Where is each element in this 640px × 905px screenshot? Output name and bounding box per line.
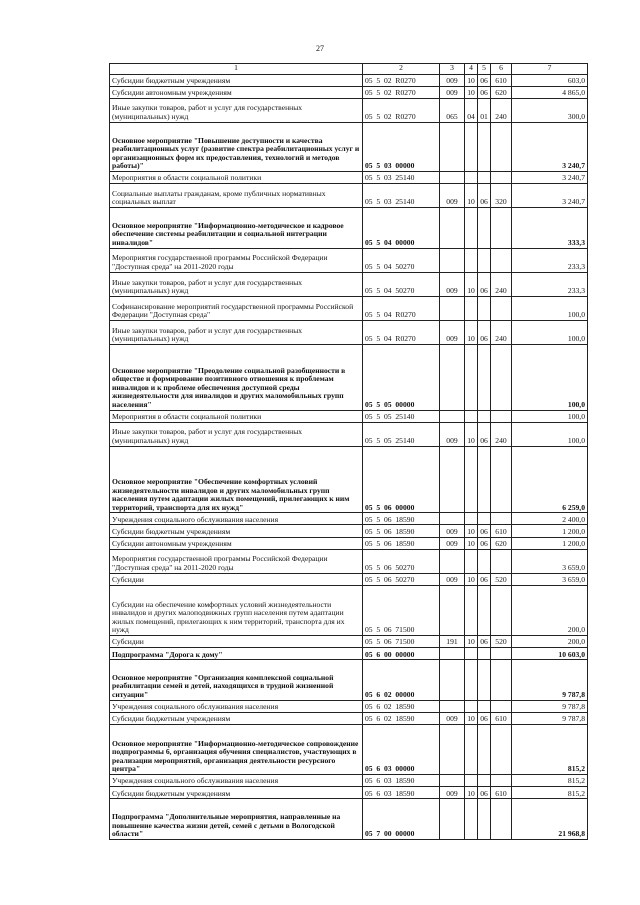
row-gr-cell: 009 [440,320,465,344]
row-pr-cell [478,410,491,422]
row-gr-cell [440,799,465,840]
row-code-cell: 05 6 02 00000 [363,660,440,701]
row-pr-cell [478,660,491,701]
table-row [110,248,588,272]
col-header-name: 1 [110,64,363,75]
table-row [110,272,588,296]
row-name-cell: Субсидии [110,573,363,585]
col-header-pr: 5 [478,64,491,75]
table-row [110,344,588,410]
row-vr-cell [491,122,512,171]
row-name-cell: Иные закупки товаров, работ и услуг для государственных (муниципальных) нужд [110,320,363,344]
row-vr-cell [491,344,512,410]
row-pr-cell: 06 [478,74,491,86]
row-sum-cell: 100,0 [512,320,588,344]
row-sum-cell: 200,0 [512,585,588,635]
row-gr-cell [440,585,465,635]
row-rz-cell [465,248,478,272]
table-row [110,787,588,799]
row-rz-cell: 10 [465,74,478,86]
row-vr-cell: 610 [491,525,512,537]
table-body [110,64,588,840]
row-pr-cell: 06 [478,422,491,446]
row-code-cell: 05 5 02 R0270 [363,74,440,86]
row-vr-cell [491,296,512,320]
row-pr-cell: 06 [478,787,491,799]
row-gr-cell [440,122,465,171]
row-code-cell: 05 5 04 00000 [363,208,440,249]
table-row [110,446,588,513]
row-gr-cell [440,410,465,422]
row-gr-cell [440,724,465,774]
row-sum-cell: 9 787,8 [512,660,588,701]
row-code-cell: 05 5 05 25140 [363,422,440,446]
row-sum-cell: 233,3 [512,272,588,296]
row-pr-cell [478,549,491,573]
row-pr-cell: 06 [478,573,491,585]
row-rz-cell: 10 [465,422,478,446]
table-row [110,171,588,183]
row-vr-cell [491,660,512,701]
table-row [110,320,588,344]
table-row [110,513,588,525]
table-row [110,183,588,207]
row-code-cell: 05 5 02 R0270 [363,86,440,98]
row-name-cell: Мероприятия государственной программы Российской Федерации "Доступная среда" на 2011-2020 годы [110,248,363,272]
row-name-cell: Учреждения социального обслуживания населения [110,513,363,525]
table-row [110,422,588,446]
row-rz-cell: 10 [465,573,478,585]
row-gr-cell: 009 [440,183,465,207]
row-rz-cell [465,648,478,660]
row-code-cell: 05 5 02 R0270 [363,98,440,122]
row-rz-cell [465,724,478,774]
row-pr-cell: 06 [478,712,491,724]
row-code-cell: 05 5 06 00000 [363,446,440,513]
row-gr-cell: 009 [440,74,465,86]
row-rz-cell [465,700,478,712]
row-pr-cell: 06 [478,537,491,549]
row-vr-cell: 520 [491,636,512,648]
row-pr-cell: 06 [478,272,491,296]
row-vr-cell: 620 [491,86,512,98]
row-sum-cell: 3 659,0 [512,549,588,573]
row-gr-cell [440,446,465,513]
row-rz-cell [465,799,478,840]
row-code-cell: 05 5 04 50270 [363,248,440,272]
row-vr-cell [491,549,512,573]
row-name-cell: Софинансирование мероприятий государственной программы Российской Федерации "Доступная среда" [110,296,363,320]
row-vr-cell: 240 [491,98,512,122]
table-row [110,724,588,774]
row-name-cell: Основное мероприятие "Организация комплексной социальной реабилитации семей и детей, находящихся в трудной жизненной ситуации" [110,660,363,701]
row-pr-cell [478,344,491,410]
row-code-cell: 05 5 06 18590 [363,525,440,537]
row-gr-cell: 009 [440,86,465,98]
table-row [110,636,588,648]
row-code-cell: 05 5 03 25140 [363,183,440,207]
row-sum-cell: 6 259,0 [512,446,588,513]
table-row [110,660,588,701]
row-sum-cell: 233,3 [512,248,588,272]
row-pr-cell: 06 [478,320,491,344]
row-pr-cell [478,724,491,774]
row-name-cell: Иные закупки товаров, работ и услуг для государственных (муниципальных) нужд [110,98,363,122]
row-name-cell: Основное мероприятие "Повышение доступности и качества реабилитационных услуг (развитие спектра реабилитационных услуг и организационных форм их предоставления, технологий и методов работы)" [110,122,363,171]
row-sum-cell: 100,0 [512,422,588,446]
table-row [110,410,588,422]
row-vr-cell [491,248,512,272]
row-pr-cell: 01 [478,98,491,122]
row-gr-cell: 009 [440,537,465,549]
row-code-cell: 05 5 06 50270 [363,549,440,573]
row-rz-cell: 10 [465,320,478,344]
row-gr-cell [440,549,465,573]
row-code-cell: 05 5 05 25140 [363,410,440,422]
row-vr-cell [491,700,512,712]
row-gr-cell [440,344,465,410]
row-sum-cell: 3 240,7 [512,171,588,183]
row-sum-cell: 100,0 [512,410,588,422]
row-vr-cell [491,208,512,249]
col-header-vr: 6 [491,64,512,75]
row-name-cell: Подпрограмма "Дополнительные мероприятия, направленные на повышение качества жизни детей, семей с детьми в Вологодской области" [110,799,363,840]
row-pr-cell: 06 [478,525,491,537]
row-code-cell: 05 5 06 71500 [363,585,440,635]
row-name-cell: Субсидии на обеспечение комфортных условий жизнедеятельности инвалидов и других малоподвижных групп населения путем адаптации жилых помещений, прилегающих к ним территорий, транспорта для их нужд [110,585,363,635]
row-code-cell: 05 6 00 00000 [363,648,440,660]
row-gr-cell: 191 [440,636,465,648]
row-vr-cell: 610 [491,712,512,724]
row-gr-cell: 009 [440,712,465,724]
table-row [110,525,588,537]
row-pr-cell [478,171,491,183]
row-sum-cell: 1 200,0 [512,537,588,549]
row-code-cell: 05 6 03 18590 [363,787,440,799]
table-row [110,208,588,249]
row-name-cell: Субсидии [110,636,363,648]
row-rz-cell: 10 [465,272,478,296]
row-gr-cell [440,660,465,701]
row-code-cell: 05 5 03 25140 [363,171,440,183]
row-code-cell: 05 5 06 18590 [363,513,440,525]
row-sum-cell: 815,2 [512,775,588,787]
row-pr-cell: 06 [478,183,491,207]
row-pr-cell [478,296,491,320]
row-code-cell: 05 5 06 18590 [363,537,440,549]
row-gr-cell: 009 [440,272,465,296]
row-vr-cell [491,585,512,635]
row-sum-cell: 200,0 [512,636,588,648]
row-rz-cell [465,344,478,410]
row-rz-cell [465,208,478,249]
row-name-cell: Иные закупки товаров, работ и услуг для государственных (муниципальных) нужд [110,422,363,446]
page-number: 27 [316,44,324,53]
row-rz-cell: 10 [465,537,478,549]
table-row [110,585,588,635]
row-code-cell: 05 6 03 00000 [363,724,440,774]
row-vr-cell [491,724,512,774]
row-sum-cell: 1 200,0 [512,525,588,537]
row-name-cell: Субсидии бюджетным учреждениям [110,74,363,86]
row-gr-cell [440,248,465,272]
row-vr-cell: 620 [491,537,512,549]
row-rz-cell [465,775,478,787]
table-row [110,775,588,787]
row-code-cell: 05 5 05 00000 [363,344,440,410]
header-row [110,64,588,75]
col-header-code: 2 [363,64,440,75]
row-vr-cell [491,171,512,183]
row-sum-cell: 10 603,0 [512,648,588,660]
row-vr-cell: 610 [491,74,512,86]
row-vr-cell: 240 [491,320,512,344]
row-gr-cell [440,171,465,183]
row-name-cell: Основное мероприятие "Информационно-методическое сопровождение подпрограммы 6, организация обучения специалистов, участвующих в реализации мероприятий, организация деятельности ресурсного центра" [110,724,363,774]
row-gr-cell [440,775,465,787]
row-code-cell: 05 5 04 50270 [363,272,440,296]
row-name-cell: Учреждения социального обслуживания населения [110,775,363,787]
table-row [110,74,588,86]
row-sum-cell: 3 659,0 [512,573,588,585]
row-sum-cell: 21 968,8 [512,799,588,840]
row-sum-cell: 603,0 [512,74,588,86]
row-pr-cell [478,208,491,249]
col-header-rz: 4 [465,64,478,75]
row-code-cell: 05 5 06 50270 [363,573,440,585]
row-name-cell: Мероприятия в области социальной политики [110,410,363,422]
row-code-cell: 05 5 04 R0270 [363,320,440,344]
row-pr-cell [478,700,491,712]
row-rz-cell: 10 [465,787,478,799]
row-sum-cell: 4 865,0 [512,86,588,98]
row-pr-cell [478,799,491,840]
row-name-cell: Иные закупки товаров, работ и услуг для государственных (муниципальных) нужд [110,272,363,296]
row-rz-cell: 04 [465,98,478,122]
row-name-cell: Мероприятия в области социальной политики [110,171,363,183]
row-rz-cell [465,585,478,635]
table-row [110,98,588,122]
row-sum-cell: 333,3 [512,208,588,249]
row-gr-cell: 009 [440,573,465,585]
row-rz-cell: 10 [465,183,478,207]
row-name-cell: Основное мероприятие "Обеспечение комфортных условий жизнедеятельности инвалидов и других маломобильных групп населения путем адаптации жилых помещений, прилегающих к ним территорий, транспорта для их нужд" [110,446,363,513]
row-gr-cell [440,296,465,320]
row-name-cell: Социальные выплаты гражданам, кроме публичных нормативных социальных выплат [110,183,363,207]
row-rz-cell [465,171,478,183]
row-gr-cell [440,208,465,249]
row-vr-cell [491,775,512,787]
row-name-cell: Субсидии бюджетным учреждениям [110,712,363,724]
row-gr-cell: 009 [440,422,465,446]
row-name-cell: Основное мероприятие "Информационно-методическое и кадровое обеспечение системы реабилитации и социальной интеграции инвалидов" [110,208,363,249]
row-rz-cell: 10 [465,86,478,98]
row-vr-cell [491,410,512,422]
row-gr-cell: 009 [440,525,465,537]
row-name-cell: Учреждения социального обслуживания населения [110,700,363,712]
row-pr-cell [478,248,491,272]
row-sum-cell: 100,0 [512,296,588,320]
row-vr-cell [491,446,512,513]
row-name-cell: Субсидии бюджетным учреждениям [110,787,363,799]
row-vr-cell: 520 [491,573,512,585]
row-code-cell: 05 7 00 00000 [363,799,440,840]
row-gr-cell [440,700,465,712]
row-code-cell: 05 5 04 R0270 [363,296,440,320]
row-pr-cell [478,585,491,635]
row-rz-cell: 10 [465,525,478,537]
row-code-cell: 05 6 02 18590 [363,700,440,712]
row-code-cell: 05 6 03 18590 [363,775,440,787]
table-row [110,573,588,585]
row-gr-cell [440,648,465,660]
row-gr-cell: 009 [440,787,465,799]
row-gr-cell: 065 [440,98,465,122]
row-rz-cell: 10 [465,712,478,724]
row-name-cell: Мероприятия государственной программы Российской Федерации "Доступная среда" на 2011-2020 годы [110,549,363,573]
row-pr-cell [478,446,491,513]
row-sum-cell: 300,0 [512,98,588,122]
row-sum-cell: 9 787,8 [512,712,588,724]
table-row [110,122,588,171]
row-name-cell: Субсидии автономным учреждениям [110,86,363,98]
table-row [110,712,588,724]
row-rz-cell [465,513,478,525]
row-rz-cell [465,446,478,513]
table-row [110,799,588,840]
row-pr-cell: 06 [478,86,491,98]
table-row [110,648,588,660]
table-row [110,296,588,320]
row-name-cell: Субсидии бюджетным учреждениям [110,525,363,537]
row-vr-cell: 240 [491,422,512,446]
row-pr-cell [478,648,491,660]
row-rz-cell [465,660,478,701]
row-name-cell: Основное мероприятие "Преодоление социальной разобщенности в обществе и формирование позитивного отношения к проблемам инвалидов и к проблеме обеспечения доступной среды жизнедеятельности для инвалидов и других маломобильных групп населения" [110,344,363,410]
row-sum-cell: 3 240,7 [512,122,588,171]
row-rz-cell [465,549,478,573]
row-pr-cell [478,775,491,787]
col-header-gr: 3 [440,64,465,75]
row-pr-cell [478,513,491,525]
row-vr-cell: 240 [491,272,512,296]
row-rz-cell [465,122,478,171]
row-code-cell: 05 6 02 18590 [363,712,440,724]
row-code-cell: 05 5 06 71500 [363,636,440,648]
row-sum-cell: 815,2 [512,787,588,799]
row-sum-cell: 100,0 [512,344,588,410]
col-header-sum: 7 [512,64,588,75]
row-sum-cell: 2 400,0 [512,513,588,525]
row-vr-cell: 320 [491,183,512,207]
table-row [110,537,588,549]
row-gr-cell [440,513,465,525]
row-name-cell: Подпрограмма "Дорога к дому" [110,648,363,660]
row-rz-cell [465,296,478,320]
row-sum-cell: 9 787,8 [512,700,588,712]
row-rz-cell [465,410,478,422]
budget-table [109,63,588,840]
row-vr-cell: 610 [491,787,512,799]
table-row [110,549,588,573]
row-pr-cell: 06 [478,636,491,648]
row-rz-cell: 10 [465,636,478,648]
row-sum-cell: 3 240,7 [512,183,588,207]
table-row [110,700,588,712]
row-vr-cell [491,513,512,525]
table-row [110,86,588,98]
row-pr-cell [478,122,491,171]
row-vr-cell [491,648,512,660]
row-vr-cell [491,799,512,840]
row-name-cell: Субсидии автономным учреждениям [110,537,363,549]
row-code-cell: 05 5 03 00000 [363,122,440,171]
row-sum-cell: 815,2 [512,724,588,774]
